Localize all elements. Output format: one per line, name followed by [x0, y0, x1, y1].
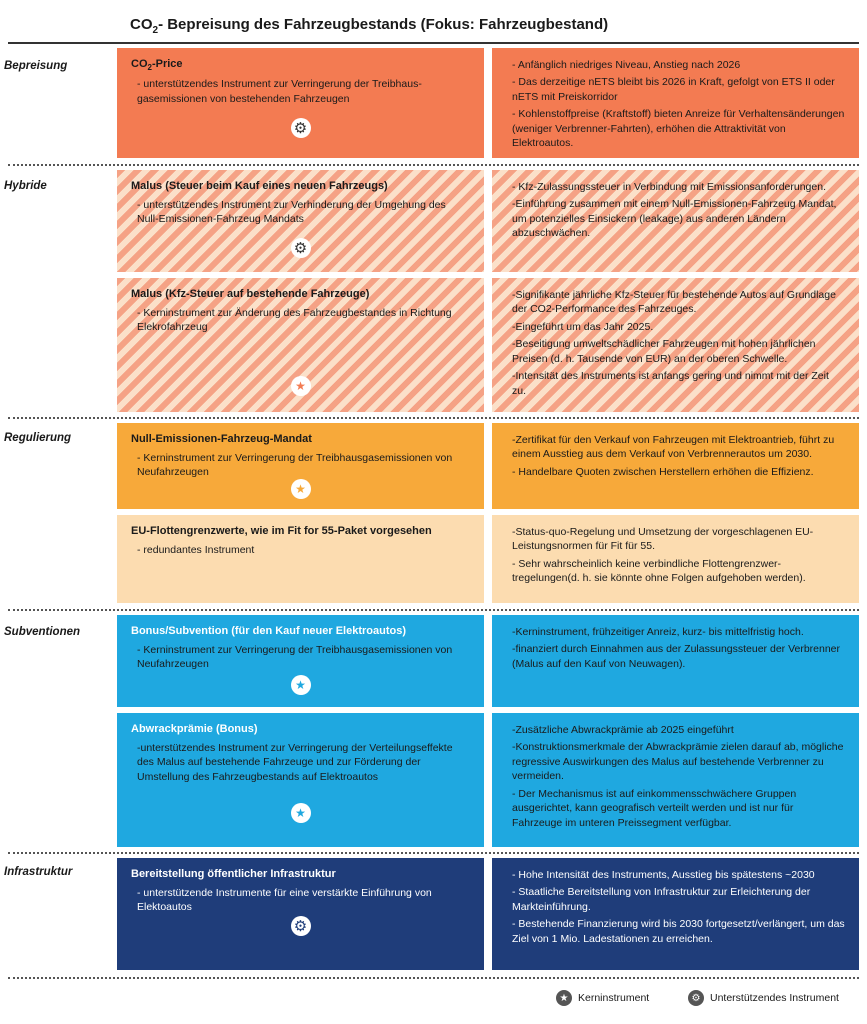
section-label-infrastruktur: Infrastruktur [4, 866, 73, 878]
null-mandat-box [117, 423, 484, 509]
null-mandat-details [492, 423, 859, 509]
abwrack-box [117, 713, 484, 847]
malus-kauf-desc: - unterstützendes Instrument zur Verhinderung der Umgehung des Null-Emissionen-Fahrzeug Mandats [137, 198, 446, 226]
malus-kauf-details [492, 170, 859, 272]
top-rule [8, 42, 859, 44]
list-item: -Konstruktionsmerkmale der Abwrackprämie zielen darauf ab, mögliche regressive Auswirkungen des Malus auf bestehende Verbrenner zu vermeiden. [512, 741, 844, 783]
list-item: - Handelbare Quoten zwischen Herstellern erhöhen die Effizienz. [512, 465, 814, 478]
eu-flotten-box [117, 515, 484, 603]
list-item: -Zusätzliche Abwrackprämie ab 2025 eingeführt [512, 724, 734, 736]
gear-icon: ⚙ [291, 238, 311, 258]
co2-price-details [492, 48, 859, 158]
section-divider [8, 852, 859, 854]
bonus-box [117, 615, 484, 707]
list-item: - Kfz-Zulassungssteuer in Verbindung mit Emissionsanforderungen. [512, 181, 826, 193]
list-item: - Staatliche Bereitstellung von Infrastruktur zur Erleichterung der Markteinführung. [512, 886, 811, 913]
infra-title: Bereitstellung öffentlicher Infrastruktur [131, 868, 336, 880]
list-item: -finanziert durch Einnahmen aus der Zulassungssteuer der Verbrenner (Malus auf den Kauf von Neuwagen). [512, 643, 841, 670]
section-divider [8, 164, 859, 166]
list-item: - Der Mechanismus ist auf einkommensschwächere Gruppen ausgerichtet, kann geografisch verteilt werden und ist nur für Fahrzeuge im unteren Preissegment verfügbar. [512, 787, 797, 829]
section-label-bepreisung: Bepreisung [4, 60, 68, 72]
section-divider [8, 977, 859, 979]
star-icon: ★ [291, 675, 311, 695]
gear-icon: ⚙ [291, 916, 311, 936]
star-icon: ★ [291, 376, 311, 396]
malus-kfz-desc: - Kerninstrument zur Änderung des Fahrzeugbestandes in Richtung Elekrofahrzeug [137, 306, 452, 334]
null-mandat-desc: - Kerninstrument zur Verringerung der Treibhausgasemissionen von Neufahrzeugen [137, 451, 453, 479]
infra-box [117, 858, 484, 970]
list-item: -Zertifikat für den Verkauf von Fahrzeugen mit Elektroantrieb, führt zu einem Ausstieg aus dem Verkauf von Verbrennerautos um 2030. [512, 434, 835, 461]
list-item: - Kohlenstoffpreise (Kraftstoff) bieten Anreize für Verhaltensänderungen (weniger Verbrenner-Fahrten), erhöhen die Attraktivität von Elektroautos. [512, 108, 845, 150]
list-item: - Hohe Intensität des Instruments, Ausstieg bis spätestens ~2030 [512, 869, 815, 881]
co2-price-desc: - unterstützendes Instrument zur Verringerung der Treibhausgasemissionen von bestehenden Fahrzeugen [137, 78, 422, 105]
star-icon: ★ [556, 990, 572, 1006]
list-item: -Status-quo-Regelung und Umsetzung der vorgeschlagenen EU-Leistungsnormen für Fit für 55. [512, 526, 814, 553]
null-mandat-title: Null-Emissionen-Fahrzeug-Mandat [131, 433, 312, 445]
infra-desc: - unterstützende Instrumente für eine verstärkte Einführung von Elektoautos [137, 886, 432, 914]
eu-flotten-title: EU-Flottengrenzwerte, wie im Fit for 55-Paket vorgesehen [131, 525, 432, 537]
malus-kauf-title: Malus (Steuer beim Kauf eines neuen Fahrzeugs) [131, 180, 388, 192]
bonus-desc: - Kerninstrument zur Verringerung der Treibhausgasemissionen von Neufahrzeugen [137, 643, 453, 671]
list-item: -Signifikante jährliche Kfz-Steuer für bestehende Autos auf Grundlage der CO2-Performance des Fahrzeuges. [512, 289, 836, 316]
abwrack-title: Abwrackprämie (Bonus) [131, 723, 258, 735]
eu-flotten-details [492, 515, 859, 603]
list-item: -Kerninstrument, frühzeitiger Anreiz, kurz- bis mittelfristig hoch. [512, 626, 804, 638]
abwrack-details [492, 713, 859, 847]
malus-kfz-box [117, 278, 484, 412]
bonus-details [492, 615, 859, 707]
star-icon: ★ [291, 803, 311, 823]
malus-kfz-title: Malus (Kfz-Steuer auf bestehende Fahrzeuge) [131, 288, 370, 300]
page-title: $CO_2-$ Bepreisung des Fahrzeugbestands (Fokus: Fahrzeugbestand) [130, 16, 609, 36]
legend-kern: ★ Kerninstrument [556, 990, 649, 1006]
eu-flotten-desc: - redundantes Instrument [137, 543, 255, 556]
co2-price-box [117, 48, 484, 158]
star-icon: ★ [291, 479, 311, 499]
list-item: - Das derzeitige nETS bleibt bis 2026 in Kraft, gefolgt von ETS II oder nETS mit Preiskorridor [512, 76, 835, 103]
section-divider [8, 609, 859, 611]
list-item: - Bestehende Finanzierung wird bis 2030 fortgesetzt/verlängert, um das Ziel von 1 Mio. Ladestationen zu erreichen. [512, 918, 845, 945]
list-item: - Sehr wahrscheinlich keine verbindliche Flottengrenzwertregelungen(d. h. sie könnte ohne Folgen aufgehoben werden). [512, 557, 806, 585]
section-label-regulierung: Regulierung [4, 432, 72, 444]
gear-icon: ⚙ [291, 118, 311, 138]
list-item: -Beseitigung umweltschädlicher Fahrzeugen mit hohen jährlichen Preisen (d. h. Tausende von EUR) an der oberen Schwelle. [512, 338, 816, 365]
infra-details [492, 858, 859, 970]
list-item: -Einführung zusammen mit einem Null-Emissionen-Fahrzeug Mandat, um potenzielles Einsickern (leakage) aus anderen Ländern abzuschwächen. [512, 198, 837, 240]
abwrack-desc: -unterstützendes Instrument zur Verringerung der Verteilungseffekte des Malus auf bestehende Fahrzeuge und zur Förderung der Umstellung des Fahrzeugbestands auf Elektroautos [137, 741, 453, 784]
legend-unterstuetzend: ⚙ Unterstützendes Instrument [688, 990, 839, 1006]
bonus-title: Bonus/Subvention (für den Kauf neuer Elektroautos) [131, 625, 407, 637]
malus-kauf-box [117, 170, 484, 272]
list-item: -Eingeführt um das Jahr 2025. [512, 320, 654, 333]
section-label-hybride: Hybride [4, 180, 47, 192]
co2-price-title: $CO_2$-Price [131, 58, 183, 73]
gear-icon: ⚙ [688, 990, 704, 1006]
list-item: -Intensität des Instruments ist anfangs gering und nimmt mit der Zeit zu. [512, 370, 829, 397]
malus-kfz-details [492, 278, 859, 412]
list-item: - Anfänglich niedriges Niveau, Anstieg nach 2026 [512, 59, 741, 71]
section-label-subventionen: Subventionen [4, 626, 81, 638]
section-divider [8, 417, 859, 419]
